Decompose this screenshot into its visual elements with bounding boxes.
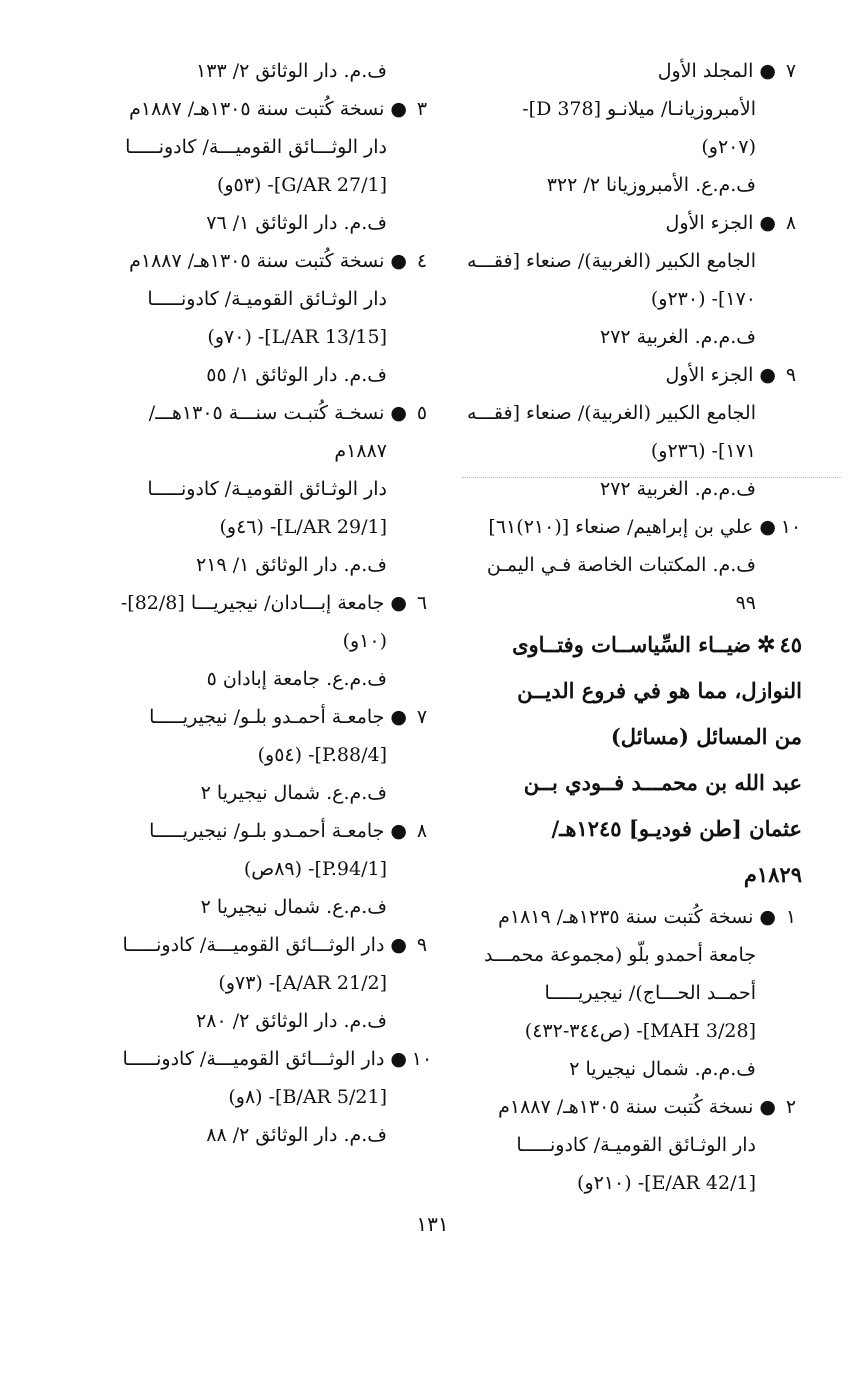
work-title-text: من المسائل (مسائل) bbox=[610, 724, 802, 749]
entry-number: ٢ bbox=[785, 1096, 797, 1118]
bullet-icon: ● bbox=[759, 1096, 776, 1118]
entry-detail: ف.م.ع. الأمبروزيانا ٢/ ٣٢٢ bbox=[546, 174, 756, 196]
work-title-text: النوازل، مما هو في فروع الديــن bbox=[517, 678, 802, 703]
entry-text: نسخة كُتبت سنة ١٣٠٥هـ/ ١٨٨٧م bbox=[498, 1096, 754, 1118]
bullet-icon: ● bbox=[759, 516, 776, 538]
entry-detail: [B/AR 5/21]- (٨و) bbox=[228, 1086, 387, 1108]
entry-detail: [P.88/4]- (٥٤و) bbox=[257, 744, 387, 766]
entry-heading bbox=[68, 926, 433, 964]
bullet-icon: ● bbox=[390, 250, 407, 272]
entry-detail: ١٧٠]- (٢٣٠و) bbox=[650, 288, 756, 310]
entry-detail: ف.م.م. شمال نيجيريا ٢ bbox=[569, 1058, 756, 1080]
entry-heading bbox=[462, 52, 802, 90]
work-title-text: عثمان [طن فوديـو] ١٢٤٥هـ/ bbox=[551, 816, 802, 841]
entry-text: نسخة كُتبت سنة ١٣٠٥هـ/ ١٨٨٧م bbox=[129, 98, 385, 120]
entry-detail: ٩٩ bbox=[735, 592, 756, 614]
entry-text: نسخـة كُتبـت سنـــة ١٣٠٥هـــ/ bbox=[148, 402, 385, 424]
entry-detail: (٢٠٧و) bbox=[701, 136, 756, 158]
bullet-icon: ● bbox=[390, 98, 407, 120]
entry-heading bbox=[462, 898, 802, 936]
entry-heading bbox=[68, 584, 433, 622]
entry-heading bbox=[68, 1040, 433, 1078]
entry-heading bbox=[462, 356, 802, 394]
entry-detail: ف.م. دار الوثائق ١/ ٧٦ bbox=[206, 212, 387, 234]
entry-text: علي بن إبراهيم/ صنعاء [(٢١٠)٦١] bbox=[488, 516, 754, 538]
entry-text: الجزء الأول bbox=[665, 364, 754, 386]
work-title-line bbox=[462, 806, 802, 852]
entry-text: المجلد الأول bbox=[657, 60, 754, 82]
left-column bbox=[68, 52, 433, 1154]
entry-text: نسخة كُتبت سنة ١٢٣٥هـ/ ١٨١٩م bbox=[498, 906, 754, 928]
entry-text: جامعـة أحمـدو بلـو/ نيجيريـــــا bbox=[149, 820, 385, 842]
entry-detail: ف.م.م. الغربية ٢٧٢ bbox=[600, 478, 756, 500]
entry-text: نسخة كُتبت سنة ١٣٠٥هـ/ ١٨٨٧م bbox=[129, 250, 385, 272]
entry-detail: [L/AR 13/15]- (٧٠و) bbox=[207, 326, 387, 348]
entry-detail: [MAH 3/28]- (ص٣٤٤-٤٣٢) bbox=[524, 1020, 756, 1042]
entry-detail: ١٧١]- (٢٣٦و) bbox=[650, 440, 756, 462]
work-title-line bbox=[462, 852, 802, 898]
entry-heading bbox=[68, 394, 433, 432]
entry-detail: أحمــد الحـــاج)/ نيجيريـــــا bbox=[544, 982, 756, 1004]
entry-detail: (١٠و) bbox=[342, 630, 387, 652]
entry-number: ١٠ bbox=[780, 516, 802, 538]
entry-number: ٧ bbox=[416, 706, 428, 728]
entry-text: دار الوثـــائق القوميـــة/ كادونـــــا bbox=[122, 934, 385, 956]
entry-heading bbox=[462, 1088, 802, 1126]
entry-number: ٥ bbox=[416, 402, 428, 424]
entry-detail: [L/AR 29/1]- (٤٦و) bbox=[219, 516, 387, 538]
bullet-icon: ● bbox=[390, 820, 407, 842]
entry-detail: ف.م. دار الوثائق ٢/ ٨٨ bbox=[206, 1124, 387, 1146]
entry-detail: [A/AR 21/2]- (٧٣و) bbox=[218, 972, 387, 994]
entry-detail: ف.م. دار الوثائق ١/ ٥٥ bbox=[206, 364, 387, 386]
entry-number: ٦ bbox=[416, 592, 428, 614]
entry-detail: دار الوثـــائق القوميـــة/ كادونـــــا bbox=[125, 136, 387, 158]
entry-heading bbox=[68, 812, 433, 850]
entry-detail: الأمبروزيانـا/ ميلانـو [D 378]- bbox=[522, 98, 756, 120]
entry-heading bbox=[68, 242, 433, 280]
dotted-separator bbox=[462, 477, 842, 478]
bullet-icon: ● bbox=[390, 934, 407, 956]
entry-number: ٤ bbox=[416, 250, 428, 272]
bullet-icon: ● bbox=[390, 1048, 407, 1070]
entry-number: ٨ bbox=[416, 820, 428, 842]
entry-text: الجزء الأول bbox=[665, 212, 754, 234]
entry-detail: دار الوثـائق القوميـة/ كادونـــــا bbox=[147, 478, 387, 500]
entry-number: ٩ bbox=[416, 934, 428, 956]
bullet-icon: ● bbox=[759, 60, 776, 82]
entry-text: دار الوثـــائق القوميـــة/ كادونـــــا bbox=[122, 1048, 385, 1070]
entry-detail: ف.م. دار الوثائق ٢/ ١٣٣ bbox=[196, 60, 387, 82]
entry-detail: ف.م.ع. شمال نيجيريا ٢ bbox=[200, 896, 387, 918]
entry-detail: ١٨٨٧م bbox=[334, 440, 387, 462]
entry-detail: دار الوثـائق القوميـة/ كادونـــــا bbox=[147, 288, 387, 310]
entry-number: ١٠ bbox=[411, 1048, 433, 1070]
work-title-text: عبد الله بن محمـــد فــودي بــن bbox=[523, 770, 802, 795]
bullet-icon: ● bbox=[759, 906, 776, 928]
entry-heading bbox=[68, 90, 433, 128]
entry-detail: الجامع الكبير (الغربية)/ صنعاء [فقـــه bbox=[467, 402, 756, 424]
entry-number: ١ bbox=[785, 906, 797, 928]
entry-text: جامعة إبـــادان/ نيجيريـــا [82/8]- bbox=[120, 592, 385, 614]
entry-text: جامعـة أحمـدو بلـو/ نيجيريـــــا bbox=[149, 706, 385, 728]
entry-detail: ف.م. دار الوثائق ٢/ ٢٨٠ bbox=[196, 1010, 387, 1032]
entry-detail: دار الوثـائق القوميـة/ كادونـــــا bbox=[516, 1134, 756, 1156]
work-title-text: ١٨٢٩م bbox=[743, 862, 802, 887]
entry-heading bbox=[462, 508, 802, 546]
entry-detail: ف.م.ع. جامعة إبادان ٥ bbox=[206, 668, 387, 690]
work-title-line bbox=[462, 622, 802, 668]
entry-heading bbox=[68, 698, 433, 736]
entry-number: ٧ bbox=[785, 60, 797, 82]
entry-detail: ف.م.ع. شمال نيجيريا ٢ bbox=[200, 782, 387, 804]
entry-detail: [G/AR 27/1]- (٥٣و) bbox=[216, 174, 387, 196]
entry-detail: ف.م. المكتبات الخاصة فـي اليمـن bbox=[486, 554, 756, 576]
work-number: ٤٥ bbox=[779, 632, 802, 657]
bullet-icon: ● bbox=[390, 706, 407, 728]
bullet-icon: ● bbox=[390, 402, 407, 424]
entry-detail: جامعة أحمدو بلّو (مجموعة محمـــد bbox=[483, 944, 756, 966]
bullet-icon: ● bbox=[390, 592, 407, 614]
work-title-text: ضيــاء السِّياســات وفتــاوى bbox=[512, 632, 751, 657]
page-number: ١٣١ bbox=[416, 1212, 449, 1236]
bullet-icon: ● bbox=[759, 212, 776, 234]
entry-detail: [P.94/1]- (٨٩ص) bbox=[243, 858, 387, 880]
entry-number: ٨ bbox=[785, 212, 797, 234]
work-title-line bbox=[462, 668, 802, 714]
entry-heading bbox=[462, 204, 802, 242]
entry-detail: الجامع الكبير (الغربية)/ صنعاء [فقـــه bbox=[467, 250, 756, 272]
entry-detail: ف.م. دار الوثائق ١/ ٢١٩ bbox=[196, 554, 387, 576]
work-title-line bbox=[462, 714, 802, 760]
asterisk-icon: ✲ bbox=[757, 632, 776, 658]
bullet-icon: ● bbox=[759, 364, 776, 386]
work-title-line bbox=[462, 760, 802, 806]
entry-detail: [E/AR 42/1]- (٢١٠و) bbox=[577, 1172, 756, 1194]
entry-number: ٣ bbox=[416, 98, 428, 120]
right-column bbox=[462, 52, 802, 1202]
entry-number: ٩ bbox=[785, 364, 797, 386]
entry-detail: ف.م.م. الغربية ٢٧٢ bbox=[600, 326, 756, 348]
